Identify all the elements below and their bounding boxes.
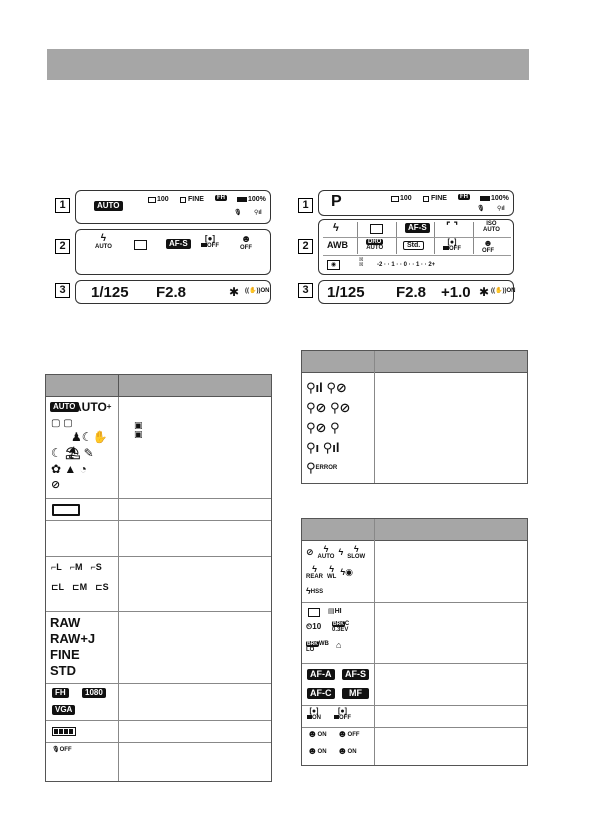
scene-icons-row2: ✿ ▲ ◔ bbox=[51, 462, 87, 476]
face-registered-on-icon: ☻ ON bbox=[337, 746, 357, 757]
gps-searching-icon: ⚲⊘ ⚲⊘ bbox=[306, 400, 351, 415]
table-header bbox=[302, 351, 527, 373]
drive-continuous-hi-icon: ▤ HI bbox=[328, 608, 342, 615]
movie-vga-icon: VGA bbox=[52, 705, 75, 715]
focus-area-icon: ⌜ ⌝ bbox=[446, 221, 459, 232]
metering-off-icon: [●] OFF bbox=[201, 235, 219, 249]
left-info-row-2 bbox=[75, 229, 271, 275]
panel-number-2: 2 bbox=[298, 239, 313, 254]
self-timer-icon: ⏲ 10 bbox=[306, 622, 322, 631]
table-row bbox=[302, 541, 527, 603]
battery-icon: 100% bbox=[480, 195, 509, 202]
mic-off-icon: 🎙 bbox=[234, 210, 242, 216]
flash-mode-icons-row1: ⊘ ϟ AUTO ϟ ϟ SLOW bbox=[306, 544, 366, 560]
movie-fh-icon: FH bbox=[217, 195, 225, 201]
exposure-comp-icon: ☒ ☒ bbox=[359, 257, 364, 268]
creative-style-icon: Std. bbox=[403, 241, 424, 250]
metering-mode-icon: ◉ bbox=[327, 260, 340, 270]
face-off-icon: ☻ OFF bbox=[482, 238, 494, 254]
scene-icons-row1: ☾ ⛱ ✎ bbox=[51, 446, 94, 460]
panel-number-3: 3 bbox=[55, 283, 70, 298]
wb-bracket-icon: BRKWB LO bbox=[306, 641, 329, 653]
ae-lock-icon: ✱ bbox=[479, 285, 490, 299]
white-balance-icon: AWB bbox=[327, 240, 348, 250]
settings-icon-table bbox=[301, 518, 528, 766]
table-row bbox=[302, 664, 527, 706]
auto-mode-icon: AUTO bbox=[50, 402, 79, 412]
movie-1080-icon: 1080 bbox=[82, 688, 106, 698]
table-row bbox=[302, 706, 527, 728]
drive-single-icon bbox=[134, 240, 147, 250]
metering-off-icon: [●] OFF bbox=[443, 239, 461, 252]
exposure-value: +1.0 bbox=[441, 284, 471, 301]
section-header-bar bbox=[47, 49, 529, 80]
image-size-icons: ⌐L ⌐M ⌐S bbox=[51, 562, 102, 572]
table-row bbox=[46, 499, 271, 521]
gps-signal-icon: ⚲ıl bbox=[254, 210, 262, 216]
panel-number-2: 2 bbox=[55, 239, 70, 254]
steadyshot-on-icon: ((✋)) ON bbox=[491, 288, 516, 294]
smile-shutter-on-icon: ☻ ON bbox=[307, 729, 327, 740]
portrait-icons: ♟☾✋ bbox=[71, 430, 108, 444]
remote-icon: ⌂ bbox=[336, 640, 342, 650]
metering-off-icon: [●] OFF bbox=[334, 708, 351, 721]
table-row bbox=[46, 521, 271, 557]
panel-number-1: 1 bbox=[55, 198, 70, 213]
table-row bbox=[46, 721, 271, 743]
table-row bbox=[302, 728, 527, 765]
af-s-icon: AF-S bbox=[405, 223, 430, 233]
scene-selection-icons: ▢ ▢ bbox=[51, 418, 73, 429]
movie-fh-icon: FH bbox=[460, 194, 468, 200]
gps-signal-icon: ⚲ıl ⚲⊘ bbox=[306, 380, 347, 395]
aperture-value: F2.8 bbox=[396, 284, 427, 301]
right-info-row-3 bbox=[318, 280, 514, 304]
gps-icon-list bbox=[306, 379, 372, 477]
movie-fh-icon: FH bbox=[52, 688, 69, 698]
face-detection-on-icon: ☻ ON bbox=[307, 746, 327, 757]
flash-mode-icons-row2: ϟ REAR ϟ WL ϟ◉ bbox=[306, 564, 353, 580]
table-row bbox=[46, 397, 271, 499]
quality-fine: FINE bbox=[50, 647, 80, 662]
panel-number-1: 1 bbox=[298, 198, 313, 213]
drive-single-icon bbox=[370, 224, 383, 234]
gps-signal-icon: ⚲ıl bbox=[497, 206, 505, 212]
table-row bbox=[46, 743, 271, 781]
table-row bbox=[46, 557, 271, 612]
battery-icon: 100% bbox=[237, 196, 266, 203]
iso-auto-icon: ISO AUTO bbox=[483, 221, 500, 233]
memory-card-icon: 100 bbox=[148, 196, 169, 203]
battery-icon bbox=[52, 727, 76, 736]
face-off-icon: ☻ OFF bbox=[240, 234, 252, 251]
flash-icon: ϟ bbox=[333, 222, 339, 234]
left-info-row-3 bbox=[75, 280, 271, 304]
quality-icon: FINE bbox=[180, 196, 204, 203]
gps-weak-icon: ⚲ı ⚲ıl bbox=[306, 440, 340, 455]
bracket-icon: BRKC 0.3EV bbox=[332, 621, 350, 633]
af-c-icon: AF-C bbox=[307, 688, 335, 699]
table-row bbox=[46, 684, 271, 721]
panel-number-3: 3 bbox=[298, 283, 313, 298]
left-info-row-1 bbox=[75, 190, 271, 224]
continuous-icons: ▣ ▣ bbox=[134, 420, 143, 439]
quality-icon: FINE bbox=[423, 195, 447, 202]
mic-off-icon: 🎙 OFF bbox=[52, 747, 72, 753]
metering-on-icon: [●] ON bbox=[307, 708, 321, 721]
auto-mode-icon: AUTO bbox=[94, 201, 123, 211]
table-row bbox=[46, 612, 271, 684]
gps-no-fix-icon: ⚲⊘ ⚲ bbox=[306, 420, 340, 435]
right-info-row-1 bbox=[318, 190, 514, 216]
superior-auto-icon: AUTO + bbox=[73, 400, 112, 414]
af-a-icon: AF-A bbox=[307, 669, 335, 680]
flash-off-icon: ⊘ bbox=[51, 479, 61, 491]
face-detection-off-icon: ☻ OFF bbox=[337, 729, 360, 740]
memory-card-icon: 100 bbox=[391, 195, 412, 202]
flash-auto-icon: ϟ AUTO bbox=[95, 233, 112, 250]
shutter-speed: 1/125 bbox=[91, 284, 129, 301]
quality-std: STD bbox=[50, 663, 76, 678]
table-header bbox=[302, 519, 527, 541]
dro-auto-icon: DRO AUTO bbox=[366, 239, 384, 251]
af-s-icon: AF-S bbox=[342, 669, 369, 680]
quality-raw-jpeg: RAW+J bbox=[50, 631, 96, 646]
flash-hss-icon: ϟ HSS bbox=[306, 586, 324, 596]
shutter-speed: 1/125 bbox=[327, 284, 365, 301]
memory-card-icon bbox=[52, 504, 80, 516]
aperture-value: F2.8 bbox=[156, 284, 187, 301]
left-icon-table bbox=[45, 374, 272, 782]
table-row bbox=[302, 603, 527, 664]
mic-off-icon: 🎙 bbox=[477, 206, 485, 212]
gps-error-icon: ⚲ ERROR bbox=[306, 460, 338, 475]
right-info-row-2 bbox=[318, 219, 514, 275]
af-s-icon: AF-S bbox=[166, 239, 191, 249]
mf-icon: MF bbox=[342, 688, 369, 699]
steadyshot-on-icon: ((✋)) ON bbox=[245, 288, 270, 294]
table-header bbox=[46, 375, 271, 397]
image-size-wide-icons: ⊏L ⊏M ⊏S bbox=[51, 582, 109, 592]
exposure-scale: -2 · · 1 · · 0 · · 1 · · 2+ bbox=[377, 262, 436, 268]
quality-raw: RAW bbox=[50, 615, 81, 630]
ae-lock-icon: ✱ bbox=[229, 285, 240, 299]
drive-single-icon bbox=[308, 608, 320, 617]
program-mode-icon: P bbox=[331, 193, 342, 210]
gps-icon-table bbox=[301, 350, 528, 484]
